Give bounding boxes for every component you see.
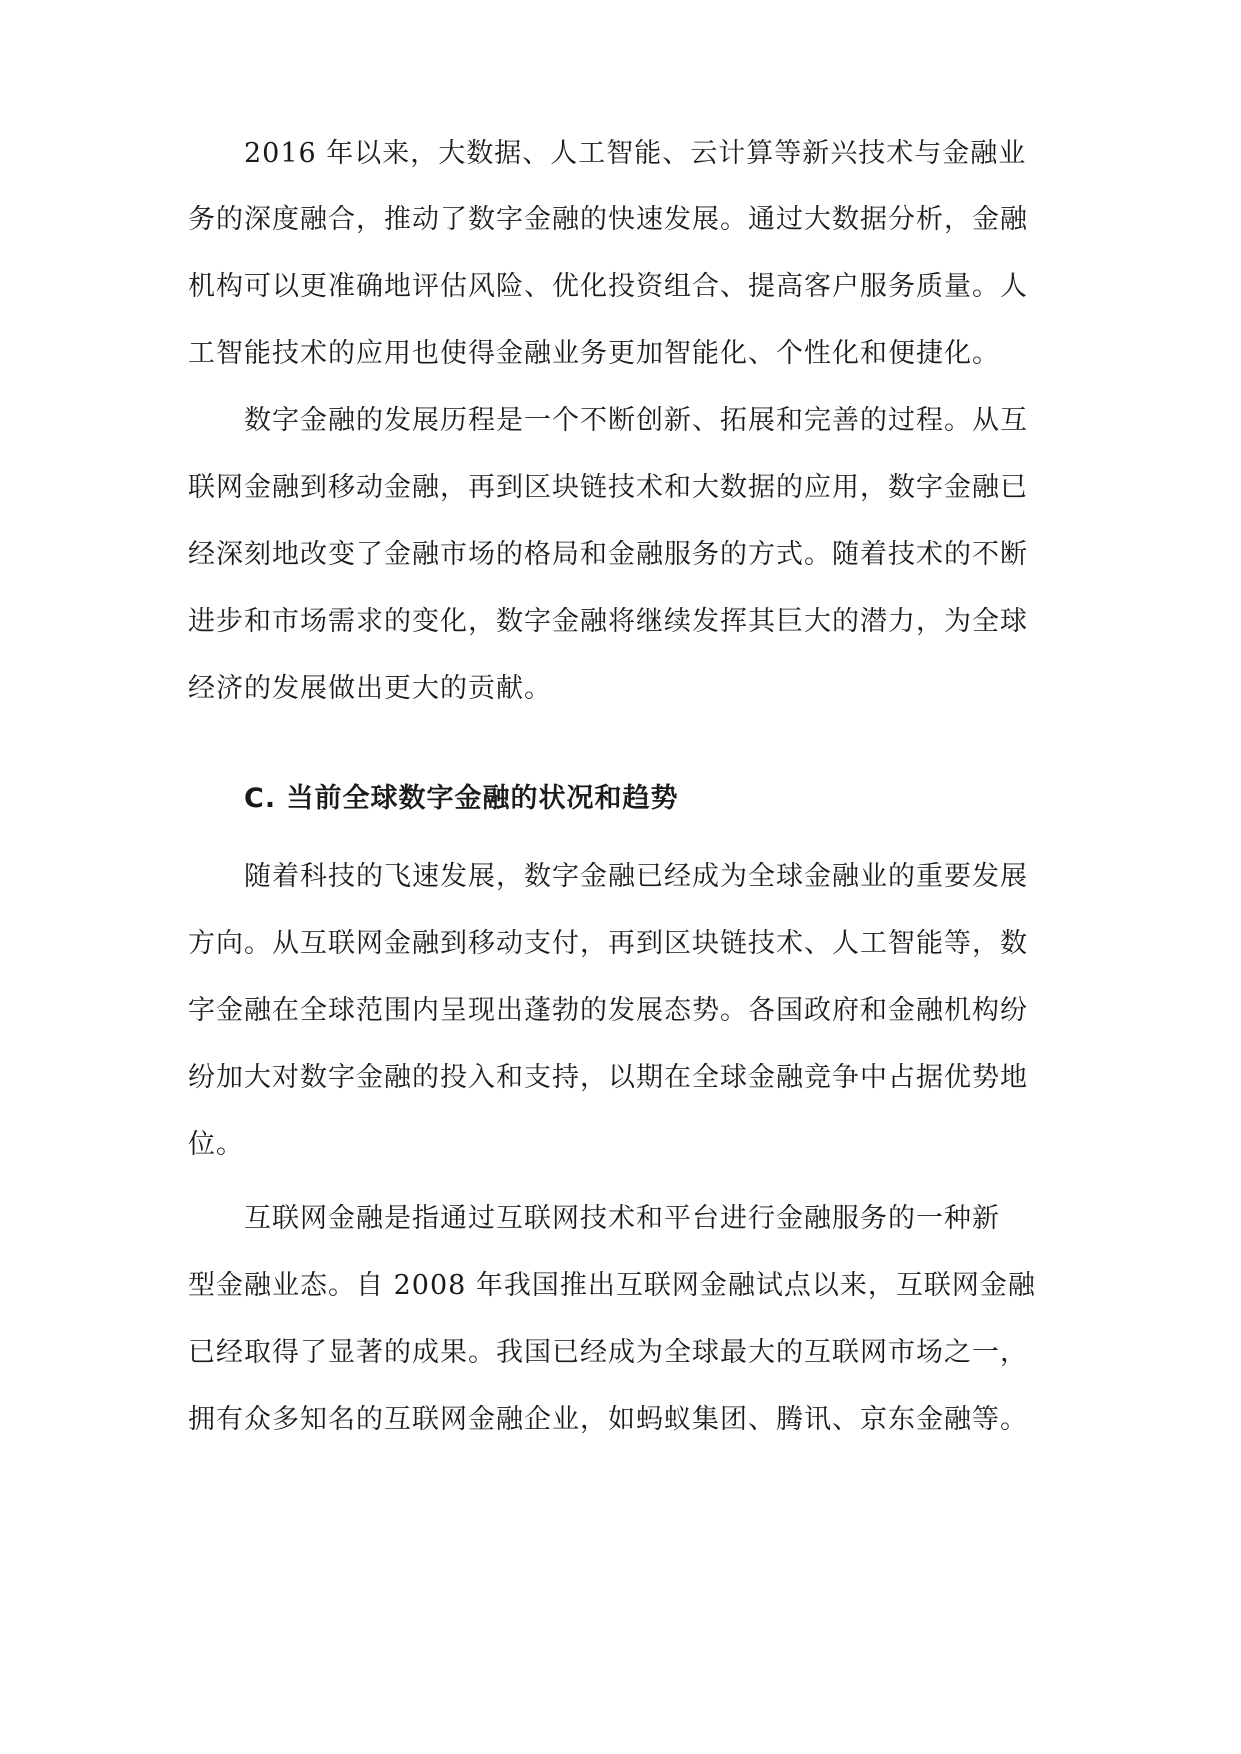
paragraph-4-line-4: 拥有众多知名的互联网金融企业，如蚂蚁集团、腾讯、京东金融等。 (188, 1404, 1028, 1435)
paragraph-4-line-1: 互联网金融是指通过互联网技术和平台进行金融服务的一种新 (244, 1203, 1000, 1234)
paragraph-3-line-1: 随着科技的飞速发展，数字金融已经成为全球金融业的重要发展 (244, 861, 1028, 892)
paragraph-4-line-3: 已经取得了显著的成果。我国已经成为全球最大的互联网市场之一， (188, 1337, 1028, 1368)
paragraph-1-line-1: 2016 年以来，大数据、人工智能、云计算等新兴技术与金融业 (244, 138, 1027, 169)
paragraph-1-line-3: 机构可以更准确地评估风险、优化投资组合、提高客户服务质量。人 (188, 271, 1028, 302)
paragraph-1-line-2: 务的深度融合，推动了数字金融的快速发展。通过大数据分析，金融 (188, 204, 1028, 235)
paragraph-2-line-5: 经济的发展做出更大的贡献。 (188, 673, 552, 704)
paragraph-4-line-2: 型金融业态。自 2008 年我国推出互联网金融试点以来，互联网金融 (188, 1270, 1036, 1301)
paragraph-3-line-3: 字金融在全球范围内呈现出蓬勃的发展态势。各国政府和金融机构纷 (188, 995, 1028, 1026)
paragraph-3-line-2: 方向。从互联网金融到移动支付，再到区块链技术、人工智能等，数 (188, 928, 1028, 959)
paragraph-2-line-2: 联网金融到移动金融，再到区块链技术和大数据的应用，数字金融已 (188, 472, 1028, 503)
paragraph-3-line-4: 纷加大对数字金融的投入和支持，以期在全球金融竞争中占据优势地 (188, 1062, 1028, 1093)
section-heading: C. 当前全球数字金融的状况和趋势 (244, 783, 679, 814)
paragraph-2-line-1: 数字金融的发展历程是一个不断创新、拓展和完善的过程。从互 (244, 405, 1028, 436)
paragraph-1-line-4: 工智能技术的应用也使得金融业务更加智能化、个性化和便捷化。 (188, 338, 1000, 369)
paragraph-2-line-3: 经深刻地改变了金融市场的格局和金融服务的方式。随着技术的不断 (188, 539, 1028, 570)
paragraph-2-line-4: 进步和市场需求的变化，数字金融将继续发挥其巨大的潜力，为全球 (188, 606, 1028, 637)
paragraph-3-line-5: 位。 (188, 1129, 244, 1160)
